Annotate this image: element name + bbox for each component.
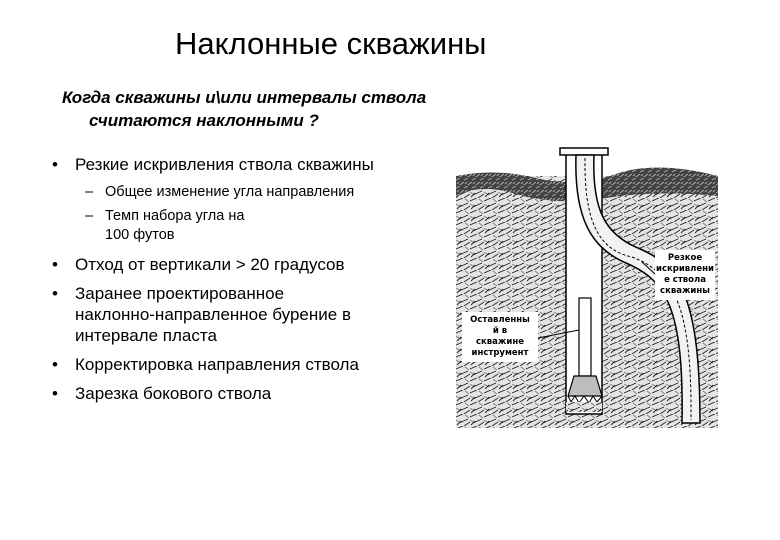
bullet-dot: • <box>52 155 58 174</box>
question-heading <box>62 86 502 132</box>
question-line-1: Когда скважины и\или интервалы ствола <box>62 88 427 107</box>
label-left-line-1: Оставленны <box>470 315 530 325</box>
page-title: Наклонные скважины <box>175 26 487 61</box>
bullet-text: Корректировка направления ствола <box>75 355 359 374</box>
bullet-text: Зарезка бокового ствола <box>75 384 272 403</box>
bullet-text: Заранее проектированное <box>75 284 285 303</box>
sub-bullet-item <box>52 207 442 245</box>
stuck-tool-body <box>579 298 591 376</box>
bullet-item <box>52 254 442 275</box>
bullet-dot: • <box>52 355 58 374</box>
label-left-line-4: инструмент <box>471 348 529 358</box>
bullet-dot: • <box>52 255 58 274</box>
question-line-2: считаются наклонными ? <box>89 111 319 130</box>
wellbore-diagram <box>456 138 718 428</box>
drill-bit <box>568 376 602 396</box>
bullet-text: Отход от вертикали > 20 градусов <box>75 255 345 274</box>
bullet-text: Резкие искривления ствола скважины <box>75 155 374 174</box>
bullet-item <box>52 354 442 375</box>
bullet-text-2: наклонно-направленное бурение в <box>75 305 351 324</box>
sub-bullet-text: Темп набора угла на <box>105 208 245 224</box>
label-right-line-3: е ствола <box>664 275 706 285</box>
bullet-item <box>52 283 442 346</box>
well-bottom-fill <box>566 402 602 412</box>
label-left-line-2: й в <box>492 326 508 336</box>
sub-bullet-text-2: 100 футов <box>105 227 175 243</box>
label-right-line-1: Резкое <box>667 253 703 263</box>
dash-marker: – <box>85 184 94 200</box>
bullet-dot: • <box>52 284 58 303</box>
label-right-line-4: скважины <box>660 286 710 296</box>
dash-marker: – <box>85 208 94 224</box>
sub-bullet-text: Общее изменение угла направления <box>105 184 355 200</box>
bullet-item <box>52 383 442 404</box>
bullet-dot: • <box>52 384 58 403</box>
label-left-line-3: скважине <box>476 337 524 347</box>
bullet-text-3: интервале пласта <box>75 326 217 345</box>
bullet-list <box>52 154 442 412</box>
wellhead <box>560 148 608 155</box>
wellbore-illustration <box>456 138 718 428</box>
sub-bullet-item <box>52 183 442 202</box>
label-right-line-2: искривлени <box>655 264 715 274</box>
bullet-item <box>52 154 442 175</box>
